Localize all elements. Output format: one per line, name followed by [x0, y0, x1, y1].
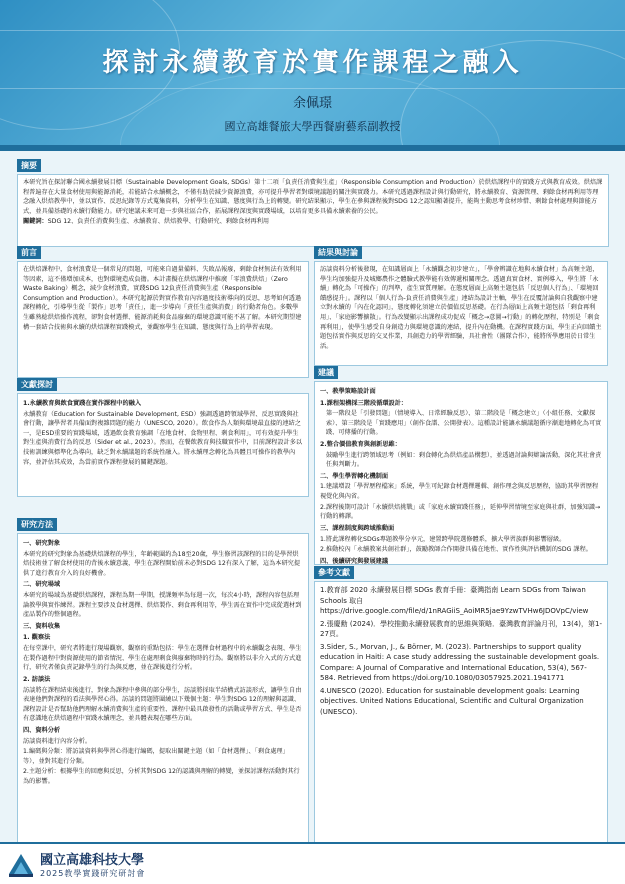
poster-footer [0, 842, 625, 884]
literature-heading: 文獻探討 [17, 378, 57, 391]
suggestions-text: 2.推動校內「永續教案共創社群」，鼓勵教師合作開發具備在地性、實作性與評估機制的SDG 課程。 [320, 546, 592, 554]
intro-text: 在烘焙課程中，食材浪費是一個常見的問題，可能來自過量備料、失敗品報廢，剩餘食材無法有效利用等因素，這不僅增加成本，也對環境造成負擔。本計畫擬在烘焙課程中推廣「零浪費烘焙」（Zero Waste Baking）概念，減少食材浪費，實踐SDG 12負責任消費與生產（Responsible Consumption and Production）。本研究起源於對實作教育內容過度技術導向的反思，思考如何透過課程轉化，引導學生從「製作」思考「責任」，進一步導向「責任生產與消費」的行動者角色。多數學生雖熟稔烘焙操作流程，卻對食材選擇、能源消耗與食品廢棄的環境意識可能不甚了解。本研究期望建構一套結合技術與永續的烘焙課程實踐模式，並觀察學生在知識、態度與行為上的學習表現。 [23, 266, 302, 331]
reference-item: 4.UNESCO (2020). Education for sustainable development goals: Learning objectives. United Nations Educational, Scientific and Cultural Organization (UNESCO). [320, 686, 584, 716]
abstract-heading: 摘要 [17, 159, 41, 172]
method-subheading: 一、研究對象 [23, 540, 61, 547]
references-body [314, 581, 608, 845]
method-text: 訪談資料進行內容分析。 [23, 737, 92, 745]
method-heading: 研究方法 [17, 518, 57, 531]
reference-item: 2.張慶勳 (2024)．學校推動永續發展教育的思維與策略．臺灣教育評論月刊，13(4)，第1-27頁。 [320, 619, 602, 638]
results-heading: 結果與討論 [314, 246, 362, 259]
suggestions-subheading: 一、教學策略設計面 [320, 388, 376, 395]
literature-subheading: 1.永續教育與飲食實踐在實作課程中的融入 [23, 400, 142, 407]
method-text: 在每堂課中，研究者將進行現場觀察，觀察的重點包括：學生在選擇食材過程中的永續觀念表現、學生在製作過程中對資源使用的節省情況、學生在處理剩食與廢棄物時的行為。觀察將以非介入式的方式進行，研究者僅負責記錄學生的行為與反應，並在課後進行分析。 [23, 645, 302, 672]
author-name: 余佩璟 [292, 96, 332, 111]
literature-text: 永續教育（Education for Sustainable Development, ESD）強調透過跨領域學習、反思實踐與社會行動，讓學習者具備面對複雜問題的能力（UNESCO, 2020）。飲食作為人類與環境最直接的連結之一，是ESD重要的實踐場域，透過飲食教育強調「在地食材、食物里程、剩食利用」，可有效提升學生對生產與消費行為的反思（Sider et al., 2023）。然而，在餐飲教育與技職實作中，目前課程設計多以技術訓練與標準化為導向，缺乏對永續議題的系統性融入。將永續理念轉化為具體且可操作的教學內容，並評估其成效，為當前實作課程發展的關鍵課題。 [23, 410, 303, 466]
decorative-line [0, 88, 625, 89]
university-logo-icon [6, 850, 36, 878]
method-subheading: 1. 觀察法 [23, 634, 51, 642]
reference-item: 1.教育部 2020 永續發展目標 SDGs 教育手冊：臺灣指南 Learn SDGs from Taiwan Schools 取自 https://drive.google.com/file/d/1nRAGiiS_AoiMR5jae9YzwTVHw6JDOVpC/view [320, 586, 589, 615]
method-subheading: 四、資料分析 [23, 726, 61, 734]
literature-body [17, 393, 309, 497]
suggestions-subheading: 二、學生學習轉化機制面 [320, 472, 389, 480]
keywords-text: SDG 12、負責任消費與生產、永續教育、烘焙教學、行動研究、剩餘食材再利用 [47, 218, 270, 226]
method-text: 2.主題分析：根據學生的回應與反思，分析其對SDG 12的認識與理解的轉變，並探討課程活動對其行為的影響。 [23, 768, 300, 786]
suggestions-text: 1.將此課程轉化SDGs專題教學分享元，建置跨學院選修體系，擴大學習族群與影響層級。 [320, 535, 566, 543]
references-heading: 參考文獻 [314, 566, 354, 579]
decorative-line [0, 30, 625, 31]
poster-header [0, 0, 625, 145]
results-text: 訪談資料分析後發現，在知識層面上「永續觀念初步建立」，「學會辨識在地與永續食材」為高頻主題，學生均加強提升及城鄉農作之體驗式教學能有效傳遞相關理念。透過真實食材、實例導入，學生將「永續」轉化為「可操作」的判準，產生實質理解。在態度層面上高頻主題包括「反思個人行為」、「環境回饋感提升」。課程以「個人行為-負責任消費與生產」連結為設計主軸，學生在反覆討論與自我觀察中建立對永續的「內在化認同」，態度轉化須建立於價值反思基礎。在行為層面上高頻主題包括「剩食再利用」、「家庭影響擴散」。行為改變顯示出課程成功促成「概念→意圖→行動」的轉化歷程，特別是「剩食再利用」，使學生感受自身創造力與環境意識的連結，提升內在動機。在課程實踐方面，學生正向回饋主題包括實作與反思的交叉作業，具創造力的學習經驗，具社會性（團隊合作），能將所學應用於日常生活。 [320, 266, 602, 350]
literature-section [17, 372, 309, 497]
results-section [314, 240, 608, 366]
method-subheading: 二、研究場域 [23, 581, 61, 589]
abstract-body [17, 174, 609, 247]
university-name: 國立高雄科技大學 [40, 853, 145, 868]
suggestions-text: 2.課程後期可設計「永續烘焙挑戰」或「家庭永續實踐任務」，延伸學習情境至家庭與社群，加強知識→行動的轉譯。 [320, 503, 601, 521]
poster-title: 探討永續教育於實作課程之融入 [102, 48, 523, 78]
author-affiliation: 國立高雄餐旅大學西餐廚藝系副教授 [224, 120, 401, 133]
method-section [17, 512, 309, 847]
suggestions-heading: 建議 [314, 366, 338, 379]
suggestions-item-title: 1.課程架構採三階段循環設計： [320, 399, 408, 407]
suggestions-text: 1.建議增設「學習歷程檔案」系統，學生可紀錄食材選擇邏輯、創作理念與反思歷程，協助其學習歷程視覺化與內省。 [320, 483, 599, 501]
suggestions-text: 第一階段是「引發問題」（情境導入、日常經驗反思）、第二階段是「概念建立」（小組任務、文獻探索）、第三階段是「實踐應用」（創作食譜、公開發表）。這種設計能讓永續議題循序漸進地轉化為可實踐、可傳播的行動。 [326, 410, 602, 437]
references-section [314, 560, 608, 845]
method-subheading: 三、資料收集 [23, 622, 61, 630]
abstract-text: 本研究旨在探討聯合國永續發展目標（Sustainable Development Goals, SDGs）第十二項「負責任消費與生產」（Responsible Consumption and Production）於烘焙課程中的實踐方式與教育成效。烘焙課程普遍存在大量食材使用與能源消耗，若能結合永續概念，不僅有助於減少資源浪費，亦可提升學習者對環境議題的關注與實踐力。本研究透過課程設計與行動研究，將永續教育、資源管理、剩餘食材再利用等理念融入烘焙教學中，並以實作、反思紀錄等方式蒐集資料，分析學生在知識、態度與行為上的轉變。研究結果顯示，學生在參與課程後對SDG 12之認知顯著提升，能夠主動思考食材珍惜、剩餘食材處理與節能方式，並具備基礎的永續行動能力。研究建議未來可進一步與社區合作，拓展課程深度與實踐場域，以培育更多具備永續素養的公民。 [23, 179, 603, 215]
keywords-label: 關鍵詞： [23, 218, 48, 226]
suggestions-subheading: 四、後續研究與發展建議 [320, 557, 389, 565]
suggestions-body [314, 381, 608, 565]
reference-item: 3.Sider, S., Morvan, J., & Börner, M. (2023). Partnerships to support quality education in Haiti: A case study addressing the sustainable development goals. Compare: A Journal of Comparative and International Education, 53(4), 567-584. Retrieved from https://doi.org/10.1080/03057925.2021.1941771 [320, 642, 600, 682]
suggestions-subheading: 三、課程制度與跨域推動面 [320, 524, 395, 532]
suggestions-section [314, 360, 608, 565]
abstract-section [17, 153, 609, 247]
results-body [314, 261, 608, 366]
method-text: 訪談將在課程結束後進行，對象為課程中參與的部分學生，訪談將採取半結構式訪談形式，讓學生自由表達他們對課程的看法與學習心得。訪談的問題將圍繞以下幾個主題：學生對SDG 12的理解與認識、課程設計是否幫助他們理解永續消費與生產的重要性、課程中最具啟發性的活動或學習方式、學生是否有意識地在烘焙過程中實踐永續理念，並具體表現在哪些方面。 [23, 686, 302, 723]
event-name: 2025教學實踐研究研討會 [40, 869, 146, 878]
method-subheading: 2. 訪談法 [23, 675, 51, 683]
header-divider [0, 145, 625, 151]
suggestions-text: 鼓勵學生進行跨領域思考（例如：剩食轉化為烘焙產品構想），並透過討論與辯論活動，深化其社會責任與判斷力。 [326, 451, 602, 469]
suggestions-item-title: 2.整合價值教育與創新思維： [320, 441, 401, 449]
method-text: 本研究的場域為基礎烘焙課程，課程為期一學期，授課頻率為每週一次，每次4小時，課程內容包括理論教學與實作練習。課程主要涉及食材選擇、烘焙製作、剩食再利用等，學生需在實作中完成從選材到產品製作的整個過程。 [23, 592, 302, 619]
method-body [17, 533, 309, 847]
intro-section [17, 240, 309, 378]
method-text: 1.編碼與分類：將訪談資料與學習心得進行編碼，提取出關鍵主題（如「食材選擇」、「剩食處理」等），並對其進行分類。 [23, 748, 289, 765]
intro-heading: 前言 [17, 246, 41, 259]
method-text: 本研究的研究對象為基礎烘焙課程的學生，年齡範圍約為18至20歲，學生修習該課程的目的是學習烘焙技術並了解食材使用的背後永續意義，學生在課程開始前未必對SDG 12有深入了解，這為本研究提供了進行教育介入的良好機會。 [23, 550, 301, 577]
intro-body [17, 261, 309, 378]
